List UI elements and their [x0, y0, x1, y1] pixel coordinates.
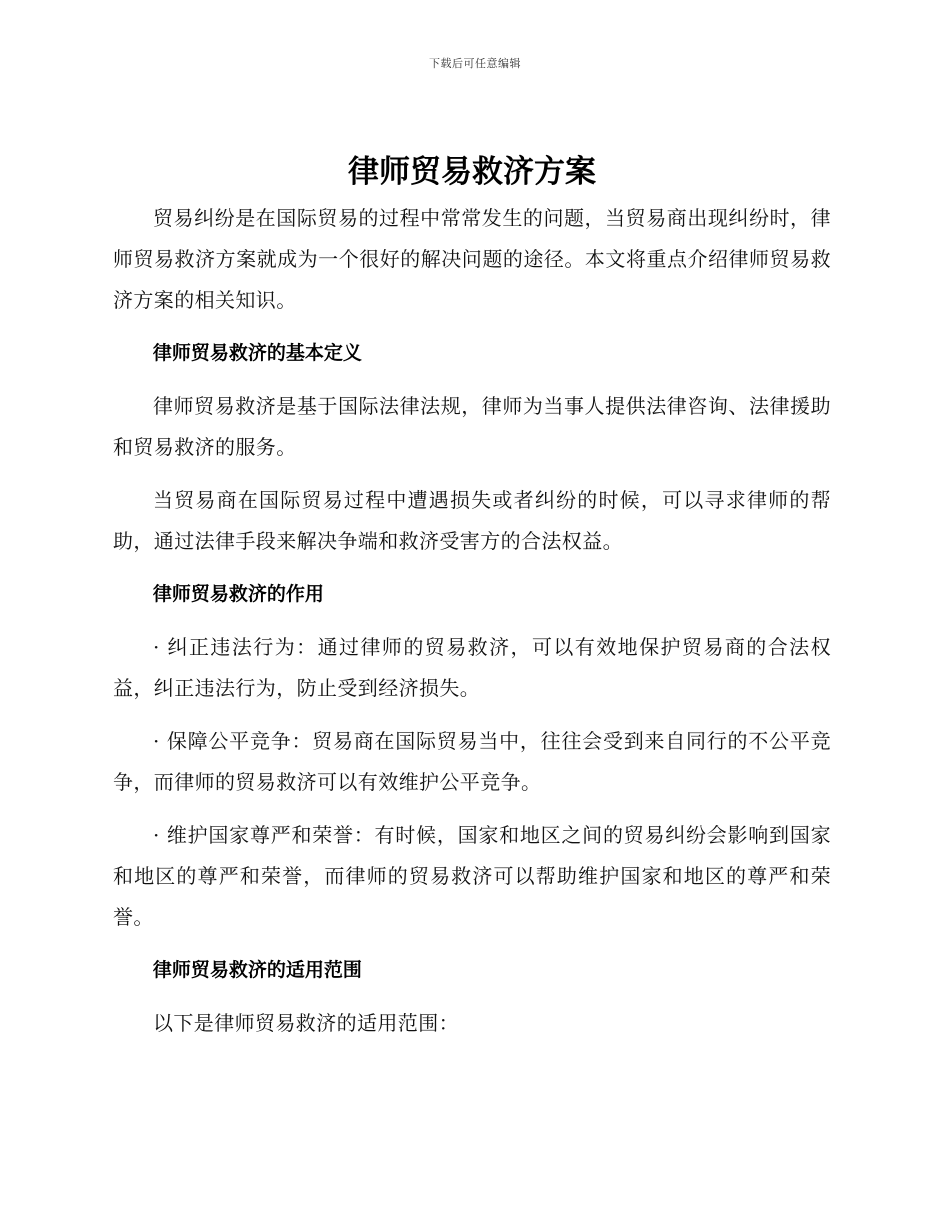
section-heading-scope: 律师贸易救济的适用范围 — [152, 959, 362, 981]
definition-paragraph-2: 当贸易商在国际贸易过程中遭遇损失或者纠纷的时候，可以寻求律师的帮助，通过法律手段来解决争端和救济受害方的合法权益。 — [113, 488, 831, 553]
function-bullet-national-dignity: · 维护国家尊严和荣誉：有时候，国家和地区之间的贸易纠纷会影响到国家和地区的尊严和荣誉，而律师的贸易救济可以帮助维护国家和地区的尊严和荣誉。 — [113, 823, 831, 929]
scope-paragraph-1: 以下是律师贸易救济的适用范围： — [153, 1011, 459, 1035]
section-heading-function: 律师贸易救济的作用 — [152, 583, 324, 605]
function-bullet-fair-competition: · 保障公平竞争：贸易商在国际贸易当中，往往会受到来自同行的不公平竞争，而律师的贸易救济可以有效维护公平竞争。 — [113, 729, 831, 794]
function-bullet-correct-violations: · 纠正违法行为：通过律师的贸易救济，可以有效地保护贸易商的合法权益，纠正违法行为，防止受到经济损失。 — [113, 635, 831, 700]
definition-paragraph-1: 律师贸易救济是基于国际法律法规，律师为当事人提供法律咨询、法律援助和贸易救济的服务。 — [113, 394, 831, 459]
intro-paragraph: 贸易纠纷是在国际贸易的过程中常常发生的问题，当贸易商出现纠纷时，律师贸易救济方案就成为一个很好的解决问题的途径。本文将重点介绍律师贸易救济方案的相关知识。 — [113, 206, 831, 312]
section-heading-definition: 律师贸易救济的基本定义 — [152, 342, 362, 364]
document-body — [113, 150, 831, 1056]
header-note: 下载后可任意编辑 — [429, 57, 521, 70]
document-title: 律师贸易救济方案 — [348, 154, 596, 190]
